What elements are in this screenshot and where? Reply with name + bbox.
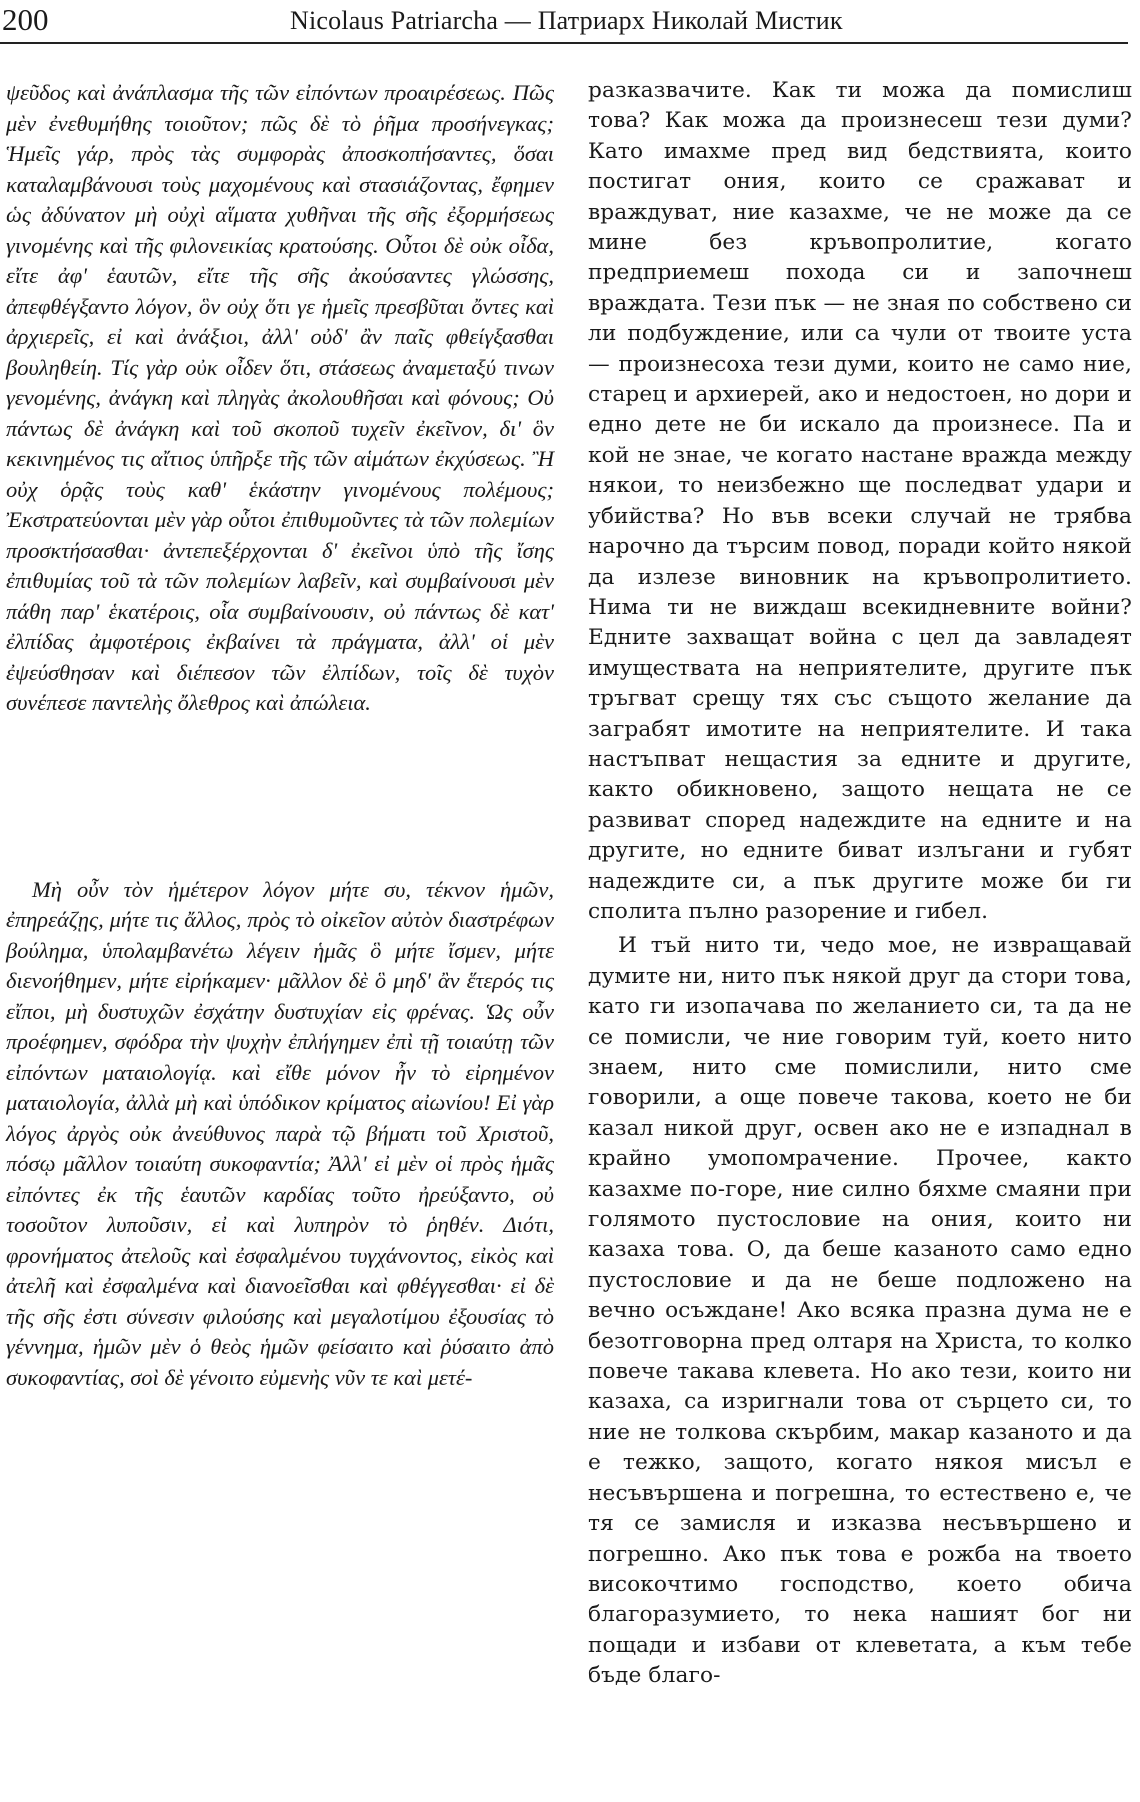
greek-paragraph-2: Μὴ οὖν τὸν ἡμέτερον λόγον μήτε συ, τέκνον ἡμῶν, ἐπηρεάζῃς, μήτε τις ἄλλος, πρὸς τὸ οἰκεῖον αὐτὸν διαστρέφων βούλημα, ὑπολαμβανέτω λέγειν ἡμᾶς ὃ μήτε ἴσμεν, μήτε διενοήθημεν, μήτε εἰρήκαμεν· μᾶλλον δὲ ὃ μηδ' ἂν ἕτερός τις εἴποι, μὴ δυστυχῶν ἐσχάτην δυστυχίαν εἰς φρένας. Ὡς οὖν προέφημεν, σφόδρα τὴν ψυχὴν ἐπλήγημεν ἐπὶ τῇ τοιαύτῃ τῶν εἰπόντων ματαιολογίᾳ. καὶ εἴθε μόνον ἦν τὸ εἰρημένον ματαιολογία, ἀλλὰ μὴ καὶ ὑπόδικον κρίματος αἰωνίου! Εἰ γὰρ λόγος ἀργὸς οὐκ ἀνεύθυνος παρὰ τῷ βήματι τοῦ Χριστοῦ, πόσῳ μᾶλλον τοιαύτη συκοφαντία; Ἀλλ' εἰ μὲν οἱ πρὸς ἡμᾶς εἰπόντες ἐκ τῆς ἑαυτῶν καρδίας τοῦτο ἠρεύξαντο, οὐ τοσοῦτον λυποῦσιν, εἰ καὶ λυπηρὸν τὸ ῥηθέν. Διότι, φρονήματος ἀτελοῦς καὶ ἐσφαλμένου τυγχάνοντος, εἰκὸς καὶ ἀτελῆ καὶ ἐσφαλμένα καὶ διανοεῖσθαι καὶ φθέγγεσθαι· εἰ δὲ τῆς σῆς ἐστι σύνεσιν φιλούσης καὶ μεγαλοτίμου ἐξουσίας τὸ γέννημα, ἡμῶν μὲν ὁ θεὸς ἡμῶν φείσαιτο καὶ ῥύσαιτο ἀπὸ συκοφαντίας, σοὶ δὲ γένοιτο εὐμενὴς νῦν τε καὶ μετέ-	[6, 876, 554, 1390]
greek-text-column	[6, 78, 554, 1393]
greek-paragraph-1: ψεῦδος καὶ ἀνάπλασμα τῆς τῶν εἰπόντων προαιρέσεως. Πῶς μὲν ἐνεθυμήθης τοιοῦτον; πῶς δὲ τὸ ῥῆμα προσήνεγκας; Ἡμεῖς γάρ, πρὸς τὰς συμφορὰς ἀποσκοπήσαντες, ὅσαι καταλαμβάνουσι τοὺς μαχομένους καὶ στασιάζοντας, ἔφημεν ὡς ἀδύνατον μὴ οὐχὶ αἵματα χυθῆναι τῆς σῆς ἐξορμήσεως γινομένης καὶ τῆς φιλονεικίας κρατούσης. Οὗτοι δὲ οὐκ οἶδα, εἴτε ἀφ' ἑαυτῶν, εἴτε τῆς σῆς ἀκούσαντες γλώσσης, ἀπεφθέγξαντο λόγον, ὃν οὐχ ὅτι γε ἡμεῖς πρεσβῦται ὄντες καὶ ἀρχιερεῖς, εἰ καὶ ἀνάξιοι, ἀλλ' οὐδ' ἂν παῖς φθείγξασθαι βουληθείη. Τίς γὰρ οὐκ οἶδεν ὅτι, στάσεως ἀναμεταξύ τινων γενομένης, ἀνάγκη καὶ πληγὰς ἀκολουθῆσαι καὶ φόνους; Οὐ πάντως δὲ ἀνάγκη καὶ τοῦ σκοποῦ τυχεῖν ἐκεῖνον, δι' ὃν κεκινημένος τις αἴτιος ὑπῆρξε τῆς τῶν αἱμάτων ἐκχύσεως. Ἢ οὐχ ὁρᾷς τοὺς καθ' ἑκάστην γινομένους πολέμους; Ἐκστρατεύονται μὲν γὰρ οὗτοι ἐπιθυμοῦντες τὰ τῶν πολεμίων προσκτήσασθαι· ἀντεπεξέρχονται δ' ἐκεῖνοι ὑπὸ τῆς ἴσης ἐπιθυμίας τοῦ τὰ τῶν πολεμίων λαβεῖν, καὶ συμβαίνουσι μὲν πάθη παρ' ἑκατέροις, οἷα συμβαίνουσιν, οὐ πάντως δὲ κατ' ἐλπίδας ἀμφοτέροις ἐκβαίνει τὰ πράγματα, ἀλλ' οἱ μὲν ἐψεύσθησαν καὶ διέπεσον τῶν ἐλπίδων, τοῖς δὲ τυχὸν συνέπεσε παντελὴς ὄλεθρος καὶ ἀπώλεια.	[6, 80, 554, 715]
bulgarian-paragraph-1: разказвачите. Как ти можа да помислиш това? Как можа да произнесеш тези думи? Като имахме пред вид бедствията, които постигат ония, които се сражават и враждуват, ние казахме, че не може да се мине без кръвопролитие, когато предприемеш похода си и започнеш враждата. Тези пък — не зная по собствено си ли подбуждение, или са чули от твоите уста — произнесоха тези думи, които не само ние, старец и архиерей, ако и недостоен, но дори и едно дете не би искало да произнесе. Па и кой не знае, че когато настане вражда между някои, то неизбежно ще последват удари и убийства? Но във всеки случай не трябва нарочно да търсим повод, поради който някой да излезе виновник на кръвопролитието. Нима ти не виждаш всекидневните войни? Едните захващат война с цел да завладеят имуществата на неприятелите, другите пък тръгват срещу тях със същото желание да заграбят имотите на неприятелите. И така настъпват нещастия за едните и другите, както обикновено, защото нещата не се развиват според надеждите на едните и на другите, но едните биват излъгани и губят надеждите си, а пък другите може би ги сполита пълно разорение и гибел.	[588, 78, 1132, 924]
running-head: Nicolaus Patriarcha — Патриарх Николай Мистик	[290, 6, 843, 35]
header-rule	[0, 42, 1128, 44]
bulgarian-paragraph-2: И тъй нито ти, чедо мое, не извращавай думите ни, нито пък някой друг да стори това, като ги изопачава по желанието си, та да не се помисли, че ние говорим туй, което нито знаем, нито сме помислили, нито сме говорили, а още повече такова, което не би казал никой друг, освен ако не е изпаднал в крайно умопомрачение. Прочее, както казахме по-горе, ние силно бяхме смаяни при голямото пустословие на ония, които ни казаха това. О, да беше казаното само едно пустословие и да не беше подложено на вечно осъждане! Ако всяка празна дума не е безотговорна пред олтаря на Христа, то колко повече такава клевета. Но ако тези, които ни казаха, са изригнали това от сърцето си, то ние не толкова скърбим, макар казаното и да е тежко, защото, когато някоя мисъл е несъвършена и погрешна, то естествено е, че тя се замисля и изказва несъвършено и погрешно. Ако пък това е рожба на твоето високочтимо господство, което обича благоразумието, то нека нашият бог ни пощади и избави от клеветата, а към тебе бъде благо-	[588, 933, 1132, 1689]
bulgarian-translation-column	[588, 76, 1132, 1692]
page-header	[0, 0, 1140, 44]
page-number: 200	[2, 2, 49, 37]
